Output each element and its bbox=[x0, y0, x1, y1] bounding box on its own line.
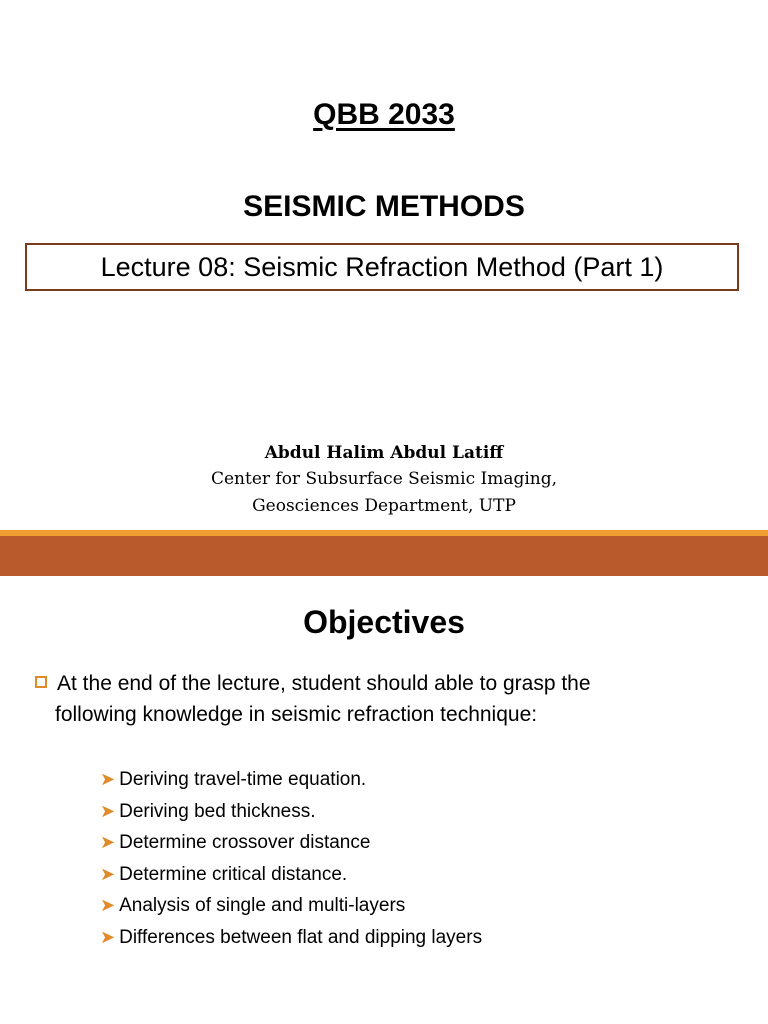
arrow-bullet-icon: ➤ bbox=[100, 800, 116, 821]
author-name: Abdul Halim Abdul Latiff bbox=[264, 443, 504, 463]
lecture-title-box bbox=[25, 243, 739, 291]
affiliation-line-1: Center for Subsurface Seismic Imaging, bbox=[210, 469, 558, 489]
list-item bbox=[100, 827, 482, 859]
course-code: QBB 2033 bbox=[313, 98, 455, 131]
arrow-bullet-icon: ➤ bbox=[100, 926, 116, 947]
objective-text: Determine critical distance. bbox=[119, 863, 348, 885]
objectives-title: Objectives bbox=[303, 604, 465, 640]
intro-line-2: following knowledge in seismic refraction technique: bbox=[55, 703, 538, 726]
course-title: SEISMIC METHODS bbox=[243, 190, 525, 223]
arrow-bullet-icon: ➤ bbox=[100, 895, 116, 915]
objectives-list bbox=[100, 764, 482, 953]
lecture-title: Lecture 08: Seismic Refraction Method (Part 1) bbox=[100, 251, 664, 282]
objectives-slide bbox=[0, 576, 768, 1024]
objective-text: Deriving bed thickness. bbox=[119, 800, 316, 822]
list-item bbox=[100, 890, 482, 922]
square-bullet-icon bbox=[35, 676, 47, 688]
list-item bbox=[100, 796, 482, 828]
objective-text: Analysis of single and multi-layers bbox=[119, 895, 406, 916]
intro-line-1: At the end of the lecture, student should able to grasp the bbox=[57, 672, 591, 695]
list-item bbox=[100, 859, 482, 891]
affiliation-line-2: Geosciences Department, UTP bbox=[252, 496, 516, 516]
arrow-bullet-icon: ➤ bbox=[100, 832, 116, 852]
objective-text: Differences between flat and dipping layers bbox=[119, 926, 483, 948]
objective-text: Deriving travel-time equation. bbox=[119, 769, 367, 790]
list-item bbox=[100, 922, 482, 954]
arrow-bullet-icon: ➤ bbox=[100, 863, 116, 884]
objective-text: Determine crossover distance bbox=[119, 832, 371, 853]
objectives-intro bbox=[35, 668, 735, 730]
arrow-bullet-icon: ➤ bbox=[100, 769, 116, 789]
author-block bbox=[0, 440, 768, 520]
list-item bbox=[100, 764, 482, 796]
slide-divider-bar bbox=[0, 536, 768, 576]
